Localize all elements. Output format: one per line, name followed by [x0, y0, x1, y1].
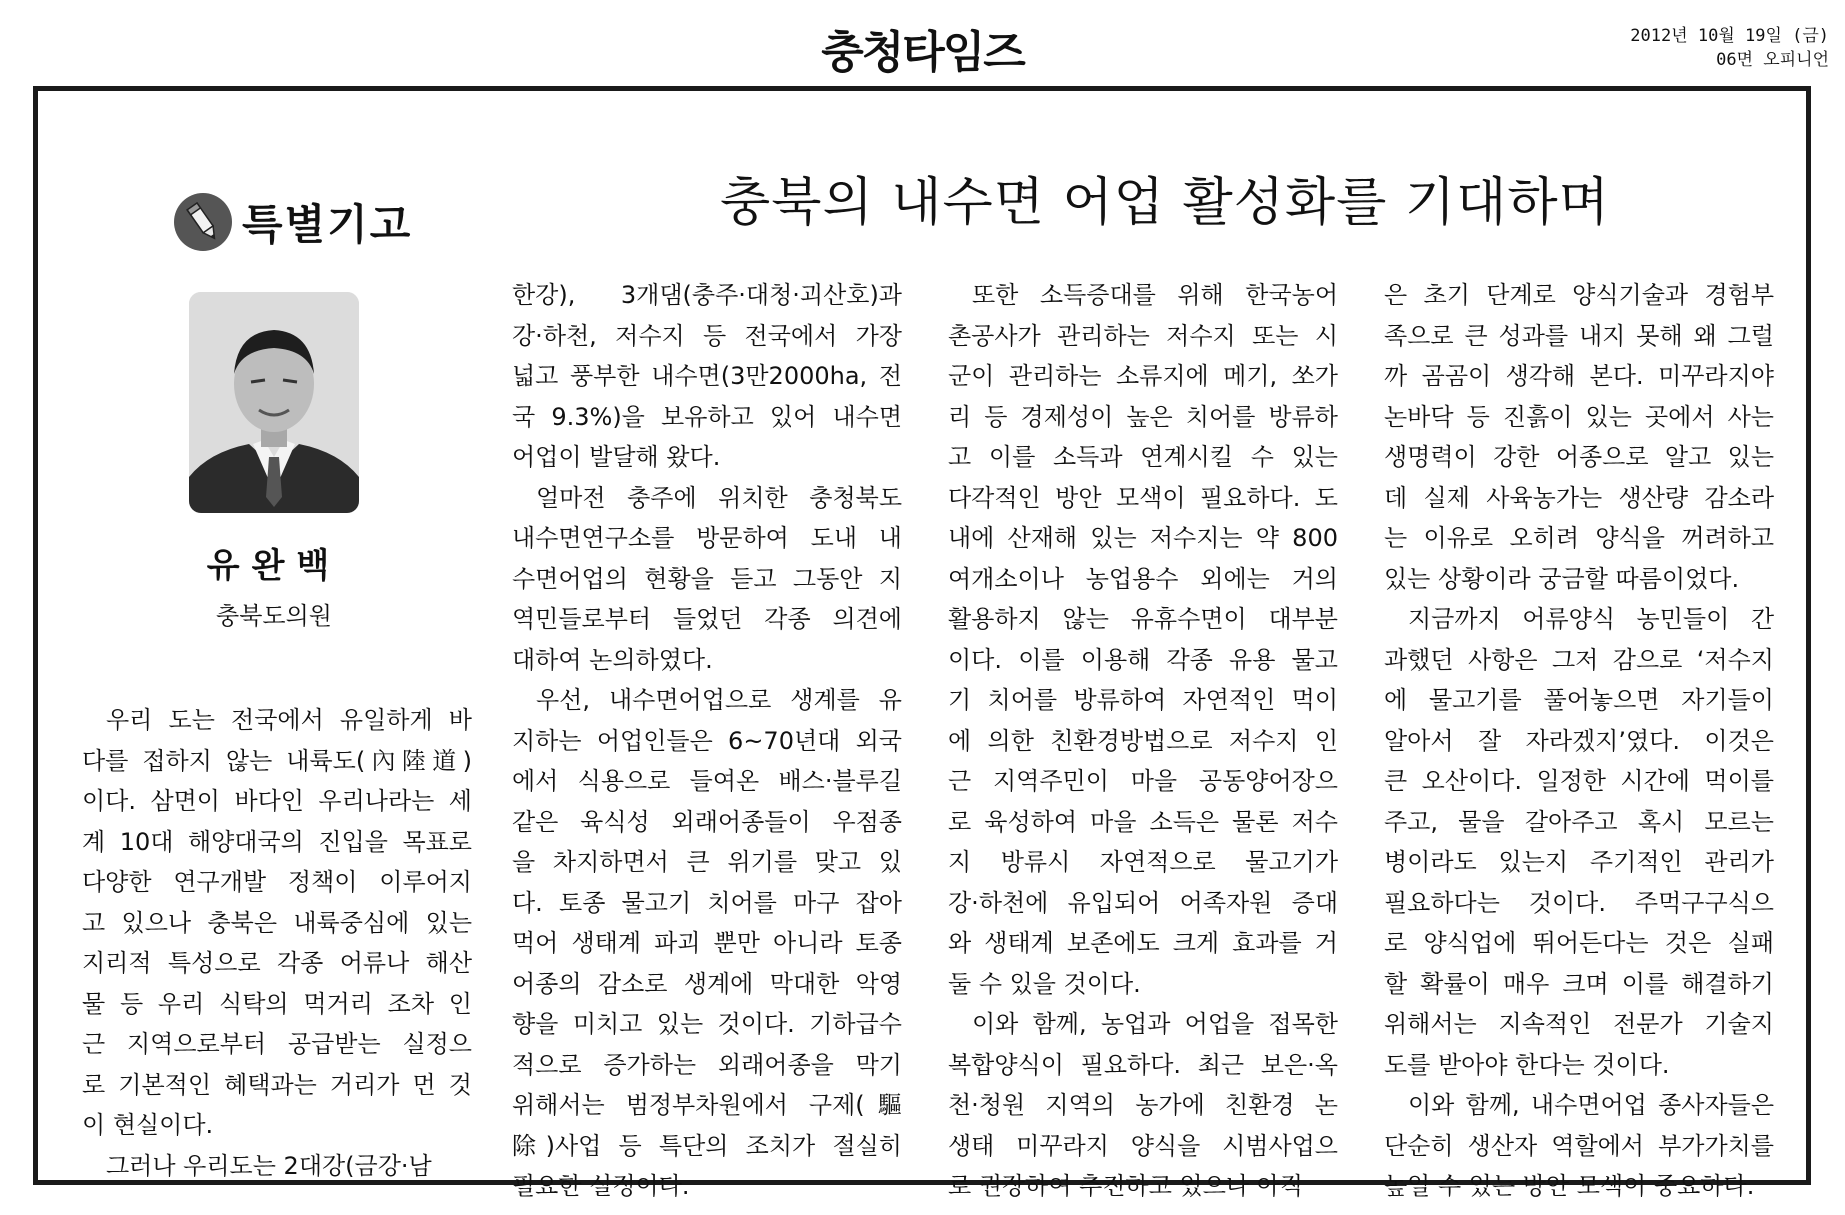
article-paragraph [948, 1004, 1338, 1207]
article-paragraph [512, 680, 902, 1207]
article-headline: 충북의 내수면 어업 활성화를 기대하며 [720, 173, 1610, 233]
article-line: 다양한 연구개발 정책이 이루어지 [82, 868, 472, 896]
article-line: 필요한 실정이다. [512, 1172, 690, 1200]
article-line: 로 양식업에 뛰어든다는 것은 실패 [1384, 929, 1774, 957]
article-line: 천·청원 지역의 농가에 친환경 논 [948, 1091, 1338, 1119]
article-line: 除)사업 등 특단의 조치가 절실히 [512, 1131, 902, 1160]
article-line: 계 10대 해양대국의 진입을 목표로 [82, 827, 472, 856]
article-line: 로 기본적인 혜택과는 거리가 먼 것 [82, 1070, 472, 1099]
article-line: 그러나 우리도는 2대강(금강·남 [106, 1151, 432, 1180]
section-badge-label: 특별기고 [242, 200, 413, 249]
article-line: 에서 식용으로 들여온 배스·블루길 [512, 767, 902, 795]
article-line: 을 차지하면서 큰 위기를 맞고 있 [512, 848, 902, 876]
article-line: 높일 수 있는 방안 모색이 중요하다. [1384, 1172, 1755, 1200]
article-column-3 [948, 275, 1338, 1207]
article-line: 둘 수 있을 것이다. [948, 969, 1141, 998]
article-line: 국 9.3%)을 보유하고 있어 내수면 [512, 402, 902, 431]
article-line: 다를 접하지 않는 내륙도(內陸道) [82, 746, 472, 775]
article-paragraph [82, 700, 472, 1146]
article-line: 또한 소득증대를 위해 한국농어 [972, 281, 1338, 309]
article-column-2 [512, 275, 902, 1207]
article-line: 는 이유로 오히려 양식을 꺼려하고 [1384, 524, 1774, 552]
article-line: 필요하다는 것이다. 주먹구구식으 [1384, 888, 1774, 917]
article-line: 수면어업의 현황을 듣고 그동안 지 [512, 564, 902, 593]
article-line: 대하여 논의하였다. [512, 645, 713, 674]
article-line: 먹어 생태계 파괴 뿐만 아니라 토종 [512, 929, 902, 957]
article-line: 위해서는 지속적인 전문가 기술지 [1384, 1010, 1774, 1038]
article-line: 근 지역주민이 마을 공동양어장으 [948, 767, 1338, 795]
publication-date: 2012년 10월 19일 (금) [1630, 26, 1829, 46]
article-paragraph [512, 275, 902, 478]
pencil-icon [174, 193, 232, 251]
article-line: 향을 미치고 있는 것이다. 기하급수 [512, 1010, 902, 1038]
article-line: 있는 상황이라 궁금할 따름이었다. [1384, 564, 1740, 593]
article-line: 이다. 이를 이용해 각종 유용 물고 [948, 645, 1338, 674]
article-line: 로 권장하여 추진하고 있으나 아직 [948, 1172, 1304, 1200]
article-line: 강·하천, 저수지 등 전국에서 가장 [512, 321, 902, 350]
article-line: 고 있으나 충북은 내륙중심에 있는 [82, 908, 472, 937]
article-line: 이 현실이다. [82, 1111, 214, 1139]
author-name: 유완백 [206, 546, 342, 586]
article-line: 병이라도 있는지 주기적인 관리가 [1384, 848, 1774, 876]
article-line: 얼마전 충주에 위치한 충청북도 [536, 483, 902, 512]
article-line: 우리 도는 전국에서 유일하게 바 [106, 706, 472, 734]
article-line: 내에 산재해 있는 저수지는 약 800 [948, 524, 1338, 552]
article-line: 로 육성하여 마을 소득은 물론 저수 [948, 807, 1338, 836]
article-line: 주고, 물을 갈아주고 혹시 모르는 [1384, 807, 1774, 836]
section-badge [174, 188, 412, 256]
article-line: 리 등 경제성이 높은 치어를 방류하 [948, 402, 1338, 431]
article-line: 위해서는 범정부차원에서 구제(驅 [512, 1091, 902, 1119]
article-line: 지리적 특성으로 각종 어류나 해산 [82, 949, 472, 977]
article-paragraph [512, 478, 902, 681]
article-line: 이다. 삼면이 바다인 우리나라는 세 [82, 787, 472, 815]
article-line: 논바닥 등 진흙이 있는 곳에서 사는 [1384, 402, 1774, 431]
article-line: 족으로 큰 성과를 내지 못해 왜 그럴 [1384, 321, 1774, 350]
dateline [1630, 24, 1829, 72]
article-line: 지하는 어업인들은 6~70년대 외국 [512, 726, 902, 755]
article-line: 역민들로부터 들었던 각종 의견에 [512, 605, 902, 633]
article-line: 적으로 증가하는 외래어종을 막기 [512, 1050, 902, 1079]
article-line: 복합양식이 필요하다. 최근 보은·옥 [948, 1050, 1338, 1079]
article-line: 촌공사가 관리하는 저수지 또는 시 [948, 321, 1338, 350]
article-line: 생명력이 강한 어종으로 알고 있는 [1384, 443, 1774, 471]
article-column-1 [82, 700, 472, 1186]
article-line: 큰 오산이다. 일정한 시간에 먹이를 [1384, 767, 1774, 795]
article-line: 다각적인 방안 모색이 필요하다. 도 [948, 483, 1338, 512]
article-line: 여개소이나 농업용수 외에는 거의 [948, 564, 1338, 593]
page-section: 06면 오피니언 [1716, 50, 1829, 70]
article-line: 지금까지 어류양식 농민들이 간 [1408, 605, 1774, 633]
article-line: 군이 관리하는 소류지에 메기, 쏘가 [948, 362, 1338, 390]
article-line: 까 곰곰이 생각해 본다. 미꾸라지야 [1384, 362, 1774, 390]
article-line: 단순히 생산자 역할에서 부가가치를 [1384, 1131, 1774, 1160]
article-line: 같은 육식성 외래어종들이 우점종 [512, 807, 902, 836]
article-line: 에 물고기를 풀어놓으면 자기들이 [1384, 686, 1774, 714]
article-paragraph [1384, 1085, 1774, 1207]
newspaper-masthead: 충청타임즈 [821, 27, 1024, 78]
article-line: 한강), 3개댐(충주·대청·괴산호)과 [512, 281, 902, 309]
article-line: 은 초기 단계로 양식기술과 경험부 [1384, 281, 1774, 309]
article-paragraph [1384, 275, 1774, 599]
article-line: 근 지역으로부터 공급받는 실정으 [82, 1030, 472, 1058]
article-line: 우선, 내수면어업으로 생계를 유 [536, 686, 902, 714]
article-line: 물 등 우리 식탁의 먹거리 조차 인 [82, 989, 472, 1018]
article-line: 와 생태계 보존에도 크게 효과를 거 [948, 929, 1338, 957]
article-line: 과했던 사항은 그저 감으로 ‘저수지 [1384, 645, 1774, 674]
article-line: 이와 함께, 농업과 어업을 접목한 [972, 1010, 1338, 1038]
article-column-4 [1384, 275, 1774, 1207]
article-paragraph [948, 275, 1338, 1004]
author-portrait [189, 292, 359, 513]
article-paragraph [1384, 599, 1774, 1085]
article-line: 활용하지 않는 유휴수면이 대부분 [948, 605, 1338, 633]
article-line: 도를 받아야 한다는 것이다. [1384, 1050, 1670, 1079]
article-line: 에 의한 친환경방법으로 저수지 인 [948, 726, 1338, 755]
article-line: 어업이 발달해 왔다. [512, 443, 721, 471]
article-line: 다. 토종 물고기 치어를 마구 잡아 [512, 888, 902, 917]
article-line: 이와 함께, 내수면어업 종사자들은 [1408, 1091, 1774, 1119]
article-line: 넓고 풍부한 내수면(3만2000ha, 전 [512, 362, 902, 390]
article-line: 할 확률이 매우 크며 이를 해결하기 [1384, 969, 1774, 998]
article-line: 생태 미꾸라지 양식을 시범사업으 [948, 1131, 1338, 1160]
article-line: 데 실제 사육농가는 생산량 감소라 [1384, 483, 1774, 512]
article-line: 기 치어를 방류하여 자연적인 먹이 [948, 686, 1338, 714]
article-line: 알아서 잘 자라겠지’였다. 이것은 [1384, 726, 1774, 755]
article-line: 강·하천에 유입되어 어족자원 증대 [948, 888, 1338, 917]
article-paragraph [82, 1146, 472, 1187]
article-line: 내수면연구소를 방문하여 도내 내 [512, 524, 902, 552]
article-line: 고 이를 소득과 연계시킬 수 있는 [948, 443, 1338, 471]
article-line: 어종의 감소로 생계에 막대한 악영 [512, 969, 902, 998]
author-title: 충북도의원 [216, 602, 332, 630]
article-line: 지 방류시 자연적으로 물고기가 [948, 848, 1338, 876]
